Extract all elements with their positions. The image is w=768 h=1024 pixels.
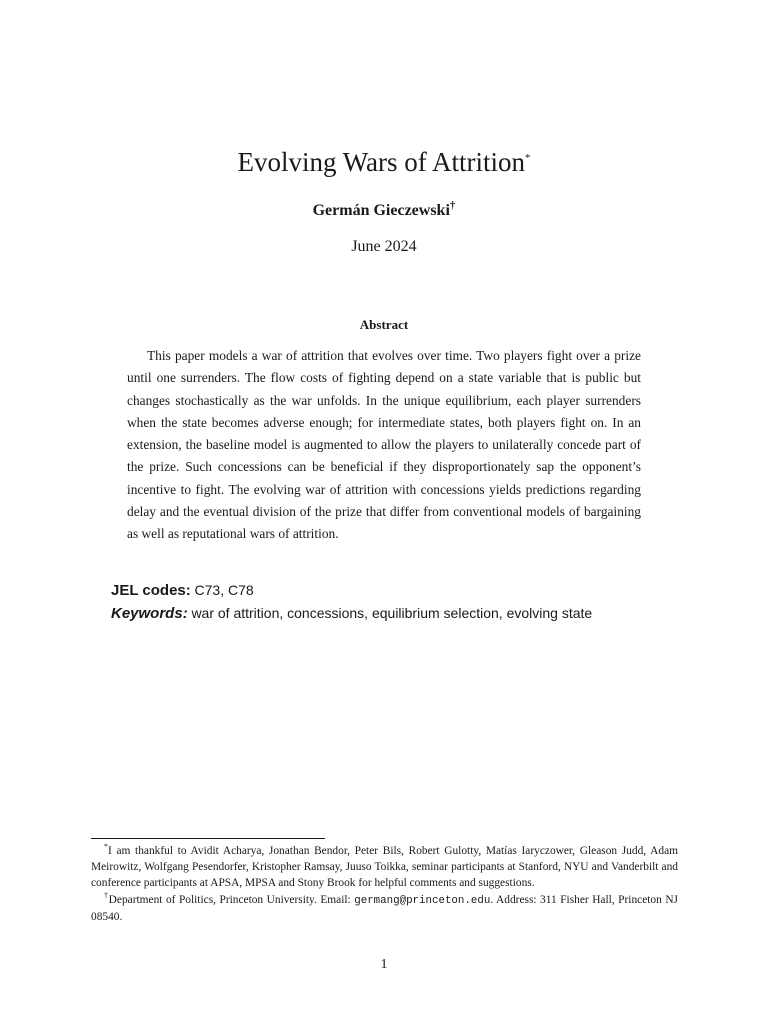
jel-codes-value: C73, C78 [194, 582, 254, 598]
footnote-1-text: I am thankful to Avidit Acharya, Jonathan Bendor, Peter Bils, Robert Gulotty, Matías Iaryczower, Gleason Judd, Adam Meirowitz, Wolfgang Pesendorfer, Kristopher Ramsay, Juuso Toikka, seminar participants at Stanford, NYU and Vanderbilt and conference participants at APSA, MPSA and Stony Brook for helpful comments and suggestions. [91, 845, 678, 889]
keywords-line [111, 603, 592, 624]
author-footnote-mark: † [449, 199, 456, 212]
keywords-value: war of attrition, concessions, equilibrium selection, evolving state [191, 605, 593, 621]
paper-author [0, 200, 768, 222]
author-email-link[interactable]: germang@princeton.edu [354, 895, 491, 907]
abstract-body: This paper models a war of attrition that evolves over time. Two players fight over a prize until one surrenders. The flow costs of fighting depend on a state variable that is public but changes stochastically as the war unfolds. In the unique equilibrium, each player surrenders when the state becomes adverse enough; for intermediate states, both players fight on. In an extension, the baseline model is augmented to allow the players to unilaterally concede part of the prize. Such concessions can be beneficial if they disproportionately sap the opponent’s incentive to fight. The evolving war of attrition with concessions yields predictions regarding delay and the eventual division of the prize that differ from conventional models of bargaining as well as reputational wars of attrition. [127, 348, 641, 542]
paper-title [0, 144, 768, 180]
paper-date: June 2024 [351, 238, 417, 255]
jel-codes-line [111, 580, 254, 601]
footnote-2-prefix: Department of Politics, Princeton University. Email: [108, 894, 351, 906]
page-number: 1 [380, 957, 388, 972]
footnote-2-mark: † [104, 891, 109, 901]
author-name: Germán Gieczewski [312, 202, 450, 219]
footnote-2-suffix: . Address: 311 Fisher Hall, Princeton NJ 08540. [91, 894, 678, 923]
footnote-acknowledgements [91, 843, 678, 891]
jel-codes-label: JEL codes: [111, 582, 191, 599]
paper-title-text: Evolving Wars of Attrition [237, 147, 526, 177]
abstract-heading: Abstract [359, 317, 409, 332]
footnote-rule [91, 838, 325, 839]
footnotes [91, 843, 678, 926]
footnote-1-mark: * [104, 842, 108, 852]
title-footnote-mark: * [525, 152, 531, 164]
footnote-affiliation [91, 892, 678, 925]
keywords-label: Keywords: [111, 605, 188, 622]
